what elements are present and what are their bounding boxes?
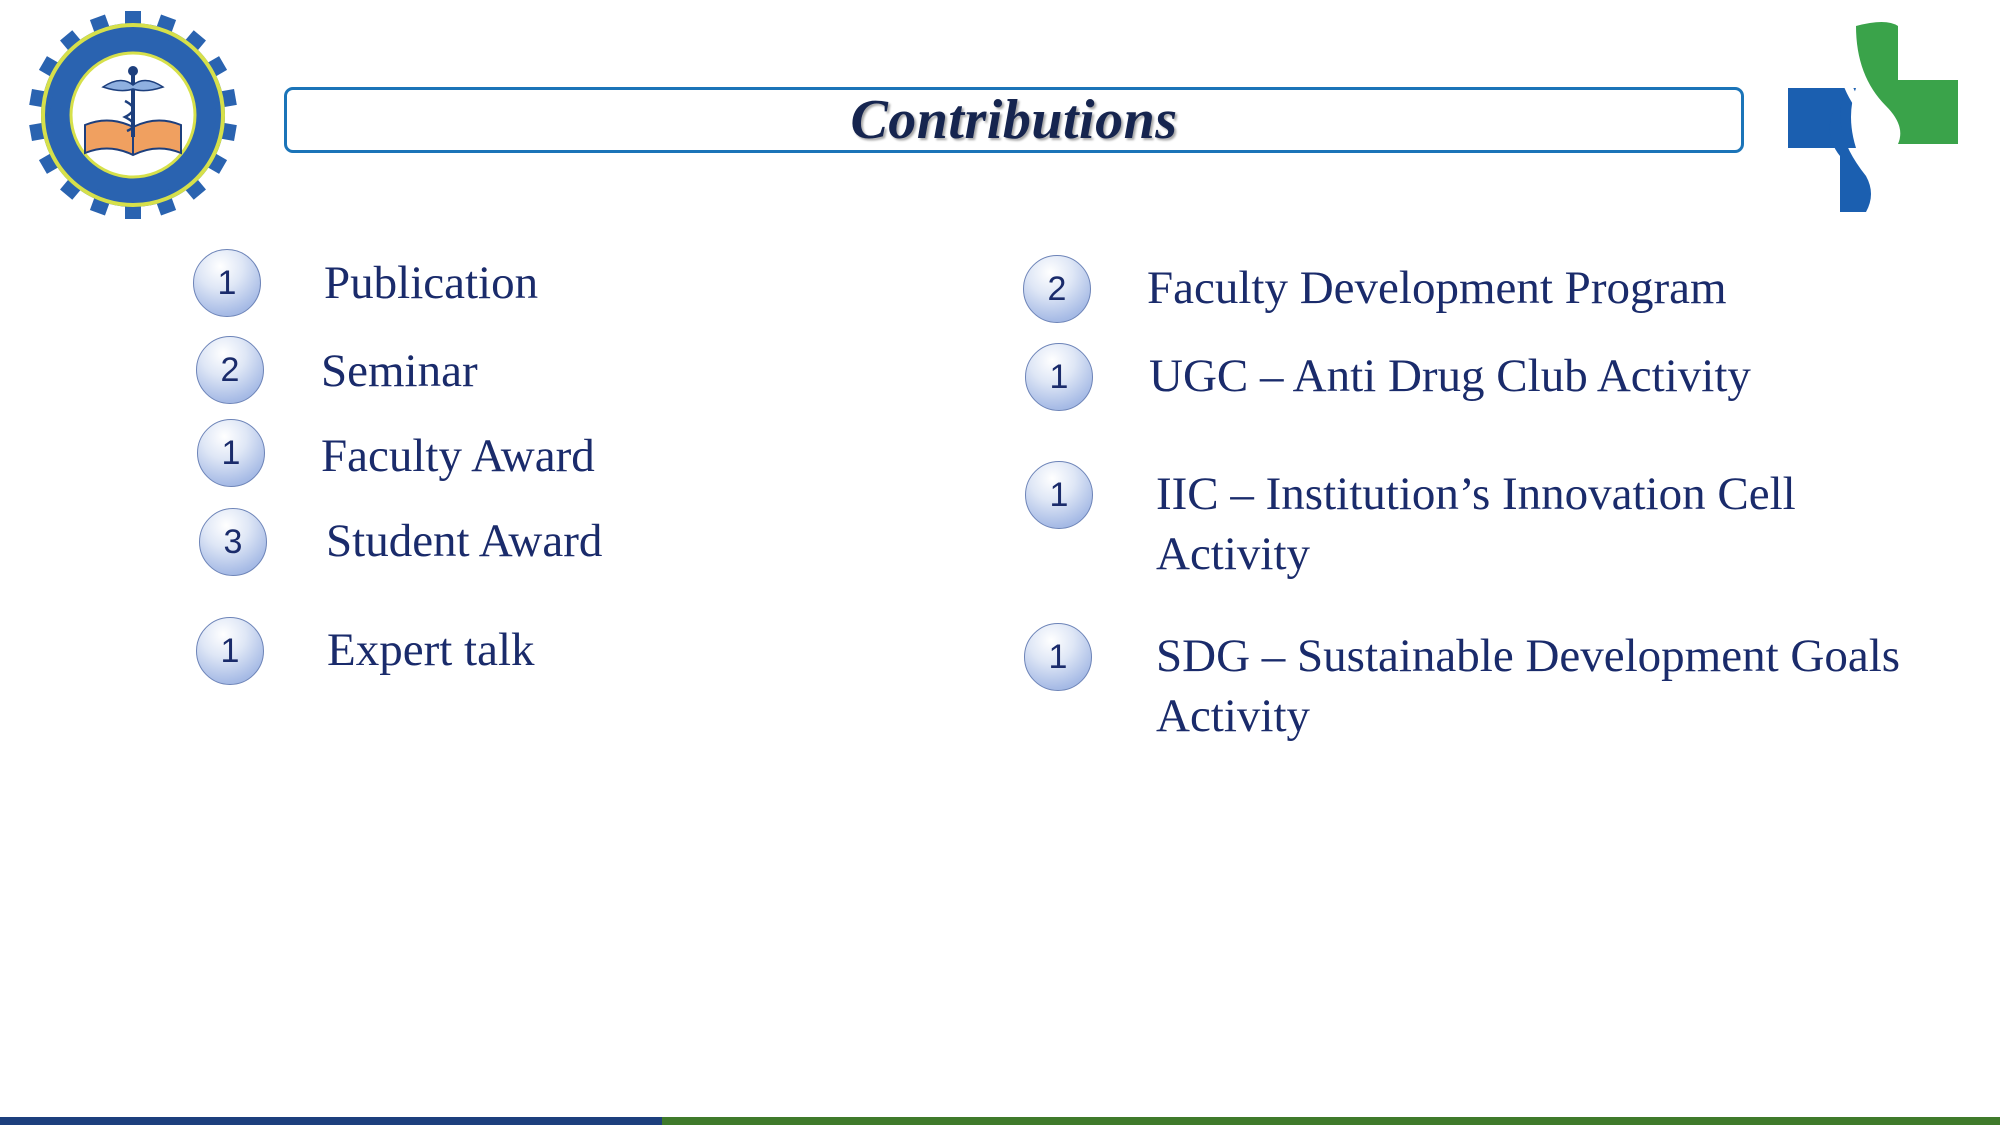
list-item-label-line1: IIC – Institution’s Innovation Cell bbox=[1156, 468, 1796, 520]
count-badge: 2 bbox=[1023, 255, 1091, 323]
count-badge: 1 bbox=[193, 249, 261, 317]
list-item-label-line1: SDG – Sustainable Development Goals bbox=[1156, 630, 1901, 682]
list-item-label-line2: Activity bbox=[1156, 528, 1311, 580]
list-item-label: Expert talk bbox=[327, 624, 535, 676]
count-badge: 3 bbox=[199, 508, 267, 576]
list-item-label: Faculty Development Program bbox=[1147, 262, 1727, 314]
institute-seal-logo bbox=[28, 10, 238, 220]
count-badge: 1 bbox=[1025, 343, 1093, 411]
footer-bar-blue bbox=[0, 1117, 662, 1125]
count-badge: 2 bbox=[196, 336, 264, 404]
slide-title: Contributions bbox=[850, 89, 1178, 151]
list-item-label: Seminar bbox=[321, 345, 478, 397]
title-box bbox=[284, 87, 1744, 153]
list-item-label: Student Award bbox=[326, 515, 603, 567]
count-badge: 1 bbox=[197, 419, 265, 487]
list-item-label: Faculty Award bbox=[321, 430, 595, 482]
count-badge: 1 bbox=[1024, 623, 1092, 691]
list-item-label: UGC – Anti Drug Club Activity bbox=[1149, 350, 1751, 402]
footer-bar-green bbox=[662, 1117, 2000, 1125]
list-item-label: Publication bbox=[324, 257, 539, 309]
count-badge: 1 bbox=[196, 617, 264, 685]
list-item-label-line2: Activity bbox=[1156, 690, 1311, 742]
medical-cross-logo bbox=[1786, 16, 1960, 216]
count-badge: 1 bbox=[1025, 461, 1093, 529]
